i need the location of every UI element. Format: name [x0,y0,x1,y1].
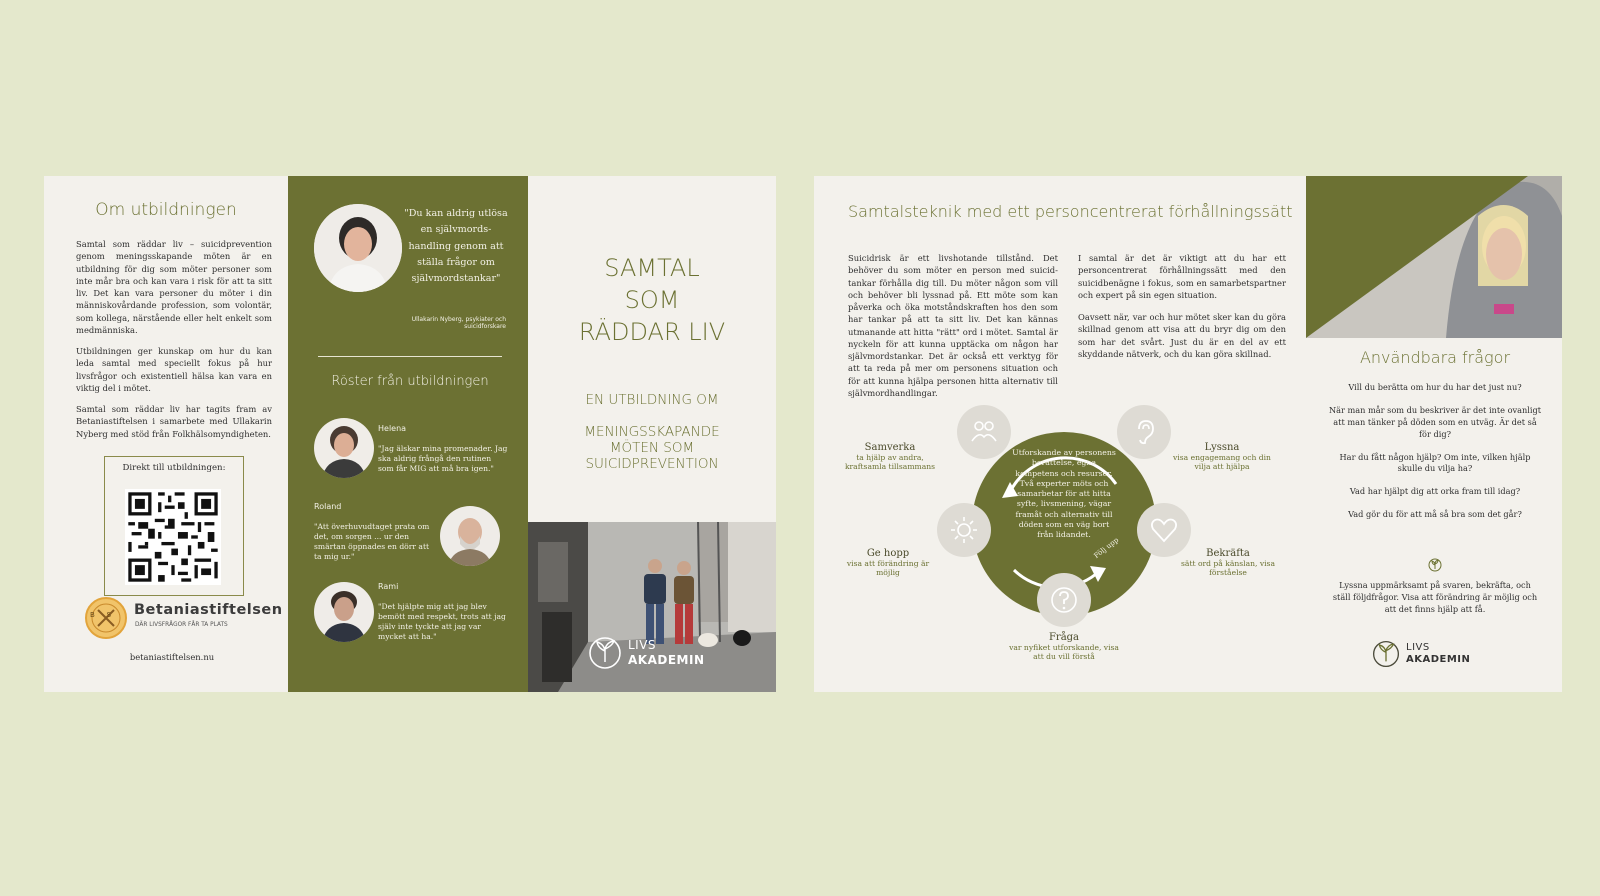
step-bekrafta [1180,548,1276,577]
questions-closing: Lyssna uppmärksamt på svaren, bekräfta, och ställ följdfrågor. Visa att förändring är möjlig och att det finns hjälp att få. [1332,580,1538,614]
step-desc: var nyfiket utforskande, visa att du vill förstå [1009,643,1119,661]
betania-logo-name: Betaniastiftelsen [134,602,283,618]
livsakademin-line2: AKADEMIN [628,653,705,667]
step-title: Fråga [1048,632,1080,643]
livsakademin-line1: LIVS [1406,642,1430,653]
livsakademin-cover-logo[interactable] [588,634,728,674]
cover-title-line: RÄDDAR LIV [578,318,726,346]
technique-col2 [1078,252,1286,360]
technique-paragraph: Oavsett när, var och hur mötet sker kan du göra skillnad genom att visa att du bryr dig om den som har det svårt. Just du är en del av ett skyddande nätverk, och du kan göra skillnad. [1078,312,1286,359]
technique-title: Samtalsteknik med ett personcentrerat förhållningssätt [848,202,1293,221]
ullakarin-portrait [314,204,402,292]
roland-portrait [440,506,500,566]
voice-quote-roland: "Att överhuvudtaget prata om det, om sorgen ... ur den smärtan öppnades en dörr att ta mig ur." [314,522,430,561]
portrait-image [314,418,374,478]
step-title: Ge hopp [866,548,910,559]
step-desc: sätt ord på känslan, visa förståelse [1181,559,1275,577]
useful-questions-panel [1308,338,1562,692]
website-link[interactable]: betaniastiftelsen.nu [129,652,215,662]
cover-panel [528,176,776,692]
sprout-icon [1428,558,1442,572]
about-body [76,238,272,440]
voices-title: Röster från utbildningen [331,374,489,389]
cycle-center-text: Utforskande av personens berättelse, egna kompetens och resurser. Två experter möts och samarbetar för att hitta syfte, livsmening, vägar framåt och alternativ till döden som en väg bort från lidandet. [1012,448,1116,540]
step-samverka [836,442,944,471]
step-desc: visa engagemang och din vilja att hjälpa [1173,453,1271,471]
livsakademin-line2: AKADEMIN [1406,654,1471,665]
rami-portrait [314,582,374,642]
ear-icon [1129,417,1159,447]
conversation-cycle-diagram [814,402,1314,692]
step-title: Lyssna [1204,442,1240,453]
main-quote-attribution: Ullakarin Nyberg, psykiater och suicidforskare [411,316,506,330]
brochure-outside-spread [44,176,776,692]
qr-label: Direkt till utbildningen: [122,463,226,473]
about-paragraph: Samtal som räddar liv – suicidprevention genom meningsskapande möten är en utbildning för dig som möter personer som inte mår bra och kan vara i risk för att ta sitt liv. Det kan vara personer du möter i din människovårdande profession, som volontär, som kollega, närstående eller helt enkelt som medmänniska. [76,239,272,335]
about-panel [44,176,288,692]
cover-title-line: SOM [624,286,680,314]
question-icon [1049,585,1079,615]
step-ge-hopp [838,548,938,577]
livsakademin-footer-logo[interactable] [1372,638,1492,672]
livsakademin-emblem-icon [1372,640,1400,668]
betania-logo-tagline: DÄR LIVSFRÅGOR FÅR TA PLATS [135,622,228,628]
cover-title-line: SAMTAL [604,254,700,282]
people-icon [969,417,999,447]
questions-list [1328,382,1542,521]
about-title: Om utbildningen [95,200,237,220]
question-item: Vill du berätta om hur du har det just nu? [1348,382,1522,392]
qr-frame [104,456,244,596]
cover-subtitle: EN UTBILDNING OM [585,392,719,408]
main-quote: "Du kan aldrig utlösa en självmords-handling genom att ställa frågor om självmordstankar" [404,208,508,285]
qr-code[interactable] [125,489,221,585]
portrait-image [314,582,374,642]
betaniastiftelsen-logo[interactable] [84,594,283,642]
sun-icon [949,515,979,545]
voices-panel [288,176,528,692]
step-desc: ta hjälp av andra, kraftsamla tillsammans [844,453,936,471]
livsakademin-line1: LIVS [628,638,657,652]
livsakademin-emblem-icon [588,636,622,670]
cover-subtitle-line: SUICIDPREVENTION [585,456,719,472]
questions-title: Användbara frågor [1359,348,1511,367]
step-fraga [1004,632,1124,661]
voice-name-helena: Helena [378,424,407,433]
betania-emblem-letters: BS [90,611,124,619]
about-paragraph: Samtal som räddar liv har tagits fram av Betaniastiftelsen i samarbete med Ullakarin Nyberg med stöd från Folkhälsomyndigheten. [76,404,272,439]
heart-icon [1149,515,1179,545]
divider [318,356,502,357]
brochure-inside-spread [814,176,1562,692]
step-desc: visa att förändring är möjlig [846,559,930,577]
question-item: När man mår som du beskriver är det inte ovanligt att man tänker på döden som en utväg. Är det så för dig? [1328,404,1542,439]
technique-col1: Suicidrisk är ett livshotande tillstånd. Det behöver du som möter en person med suicidtankar förhålla dig till. Du möter någon som vill och behöver bli lyssnad på. Ett möte som kan påverka och öka motståndskraften hos den som har tankar på att ta sitt liv. Det kan kännas utmanande att hitta "rätt" ord i mötet. Samtal är nyckeln för att kunna upptäcka om någon har självmordstankar. Det är också ett verktyg för att ta reda på mer om personens situation och för att kunna hjälpa personen hitta alternativ till självmordhandlingar. [848,253,1058,398]
voice-quote-helena: "Jag älskar mina promenader. Jag ska aldrig frångå den rutinen som får MIG att må bra igen." [378,444,508,473]
step-title: Bekräfta [1206,548,1250,559]
cover-subtitle-line: MENINGSSKAPANDE [584,424,720,440]
portrait-image [314,204,402,292]
question-item: Har du fått någon hjälp? Om inte, vilken hjälp skulle du vilja ha? [1339,451,1531,474]
portrait-image [440,506,500,566]
cover-title [528,252,776,348]
step-title: Samverka [864,442,916,453]
question-item: Vad gör du för att må så bra som det går? [1348,509,1522,520]
step-lyssna [1172,442,1272,471]
about-paragraph: Utbildningen ger kunskap om hur du kan leda samtal med speciellt fokus på hur livsfrågor och existentiell hälsa kan vara en viktig del i mötet. [76,346,272,393]
voice-name-rami: Rami [378,582,399,591]
technique-paragraph: I samtal är det är viktigt att du har ett personcentrerat förhållningssätt med den suicidbenägne i fokus, som en samarbetspartner och expert på sin egen situation. [1078,253,1286,300]
voice-name-roland: Roland [314,502,342,511]
cycle-arrow-label: Följ upp [1092,535,1121,561]
cover-subtitle-line: MÖTEN SOM [609,440,695,456]
voice-quote-rami: "Det hjälpte mig att jag blev bemött med respekt, trots att jag själv inte tyckte att jag var mycket att ha." [378,602,506,641]
woman-hood-photo [1306,176,1562,338]
question-item: Vad har hjälpt dig att orka fram till idag? [1349,486,1521,497]
helena-portrait [314,418,374,478]
cover-subtitle-block [528,424,776,472]
